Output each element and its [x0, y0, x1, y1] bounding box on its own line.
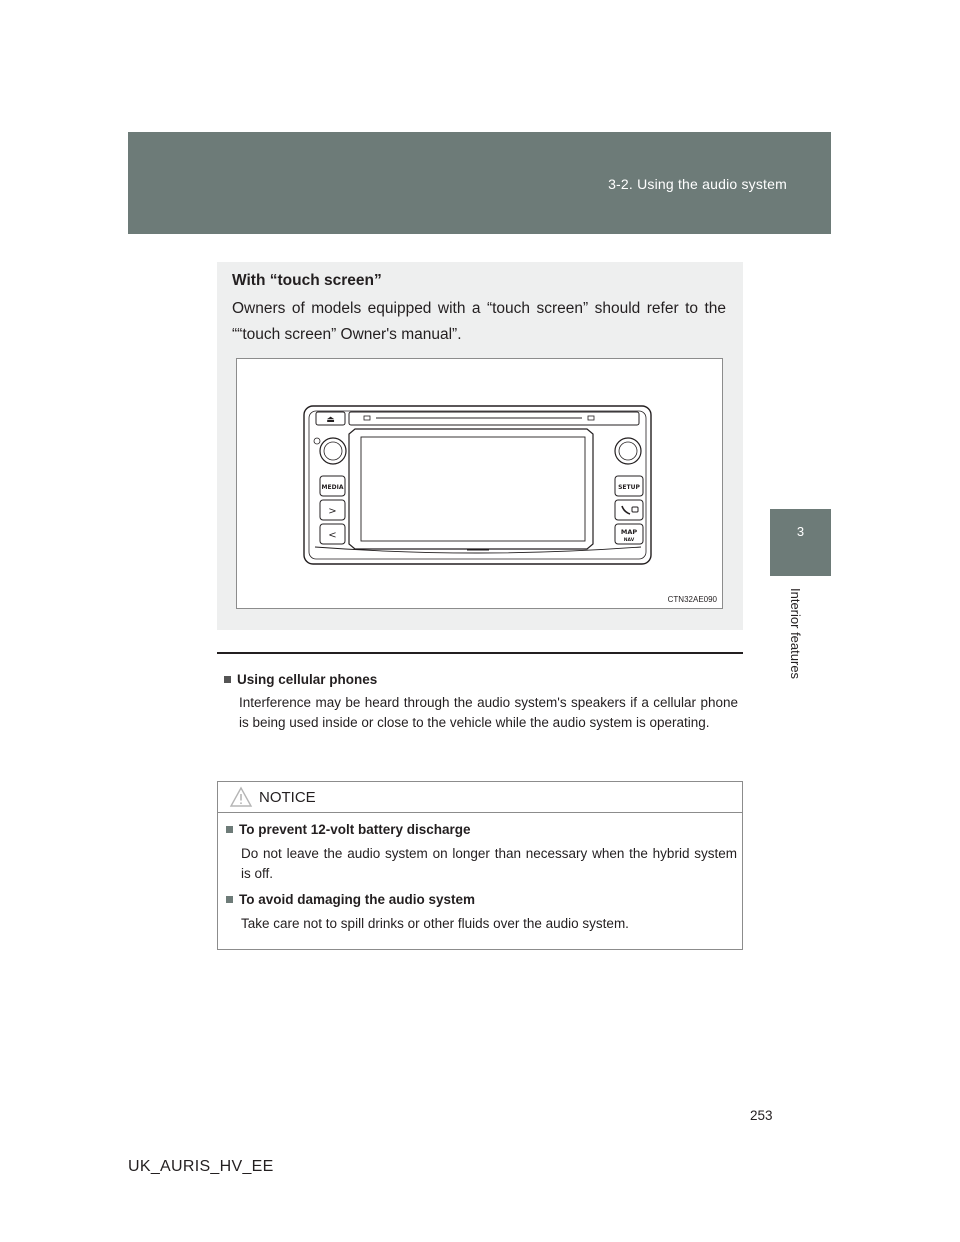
bullet-icon [226, 896, 233, 903]
notice-title: NOTICE [259, 789, 316, 806]
note-heading: Using cellular phones [224, 672, 738, 687]
notice-item-text: Take care not to spill drinks or other fluids over the audio system. [241, 916, 629, 931]
phone-button [615, 500, 643, 520]
page-number: 253 [750, 1108, 773, 1123]
touch-screen-heading: With “touch screen” [232, 272, 382, 289]
document-code: UK_AURIS_HV_EE [128, 1158, 274, 1175]
warning-triangle-icon [229, 786, 253, 808]
svg-text:MAP: MAP [620, 528, 638, 536]
bullet-icon [226, 826, 233, 833]
figure-code: CTN32AE090 [667, 595, 717, 604]
touch-screen-text: Owners of models equipped with a “touch screen” should refer to the ““touch screen” Owner's manual”. [232, 300, 726, 343]
svg-text:SETUP: SETUP [618, 484, 640, 491]
notice-box [217, 781, 743, 950]
eject-icon: ⏏ [326, 415, 335, 425]
notice-item-text: Do not leave the audio system on longer than necessary when the hybrid system is off. [241, 846, 737, 881]
svg-text:>: > [328, 506, 337, 517]
touch-screen-display [349, 429, 593, 549]
note-text: Interference may be heard through the audio system's speakers if a cellular phone is being used inside or close to the vehicle while the audio system is operating. [239, 695, 738, 730]
chapter-number: 3 [796, 524, 805, 539]
audio-unit-figure [236, 358, 723, 609]
svg-text:<: < [328, 530, 337, 541]
bullet-icon [224, 676, 231, 683]
notice-header [218, 782, 742, 813]
audio-unit-illustration [237, 359, 724, 610]
svg-text:MEDIA: MEDIA [321, 484, 344, 491]
svg-text:NAV: NAV [623, 538, 635, 543]
section-divider [217, 652, 743, 654]
chapter-label: Interior features [788, 588, 803, 680]
notice-item [226, 892, 737, 934]
touch-screen-panel [217, 262, 743, 630]
chapter-tab [770, 509, 831, 576]
notice-item-heading: To avoid damaging the audio system [226, 892, 737, 907]
header-band [128, 132, 831, 234]
notice-item [226, 822, 737, 883]
notice-item-heading: To prevent 12-volt battery discharge [226, 822, 737, 837]
section-title: 3-2. Using the audio system [608, 176, 787, 192]
note-section [224, 672, 738, 732]
